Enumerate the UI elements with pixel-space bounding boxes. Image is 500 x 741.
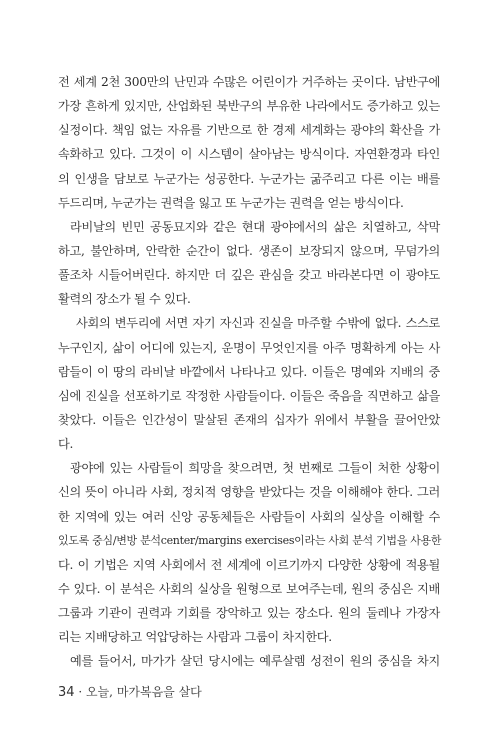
text-line: 의 인생을 담보로 누군가는 성공한다. 누군가는 굶주리고 다른 이는 배를	[58, 171, 440, 186]
text-line: 두드리며, 누군가는 권력을 잃고 또 누군가는 권력을 얻는 방식이다.	[58, 195, 404, 210]
text-line: 수 있다. 이 분석은 사회의 실상을 원형으로 보여주는데, 원의 중심은 지배	[58, 581, 440, 596]
footer-separator: ·	[74, 685, 86, 699]
text-line: 전 세계 2천 300만의 난민과 수많은 어린이가 거주하는 곳이다. 남반구에	[58, 75, 440, 89]
text-line: 광야에 있는 사람들이 희망을 찾으려면, 첫 번째로 그들이 처한 상황이	[70, 461, 440, 476]
text-line: 람들이 이 땅의 라비날 바깥에서 나타나고 있다. 이들은 명예와 지배의 중	[58, 364, 440, 379]
text-line: 신의 뜻이 아니라 사회, 정치적 영향을 받았다는 것을 이해해야 한다. 그러	[58, 485, 440, 500]
text-line: 사회의 변두리에 서면 자기 자신과 진실을 마주할 수밖에 없다. 스스로	[76, 316, 440, 331]
text-line: 하고, 불안하며, 안락한 순간이 없다. 생존이 보장되지 않으며, 무덤가의	[58, 243, 440, 258]
text-line: 활력의 장소가 될 수 있다.	[58, 292, 191, 307]
text-line: 있도록 중심/변방 분석center/margins exercises이라는 사회 분석 기법을 사용한	[58, 533, 442, 547]
text-line: 예를 들어서, 마가가 살던 당시에는 예루살렘 성전이 원의 중심을 차지	[70, 654, 440, 669]
text-line: 찾았다. 이들은 인간성이 말살된 존재의 십자가 위에서 부활을 끌어안았	[58, 412, 440, 427]
page-number: 34	[58, 685, 75, 700]
text-line: 리는 지배당하고 억압당하는 사람과 그룹이 차지한다.	[58, 630, 332, 645]
text-line: 라비날의 빈민 공동묘지와 같은 현대 광야에서의 삶은 치열하고, 삭막	[70, 219, 440, 234]
text-line: 그룹과 기관이 권력과 기회를 장악하고 있는 장소다. 원의 둘레나 가장자	[58, 606, 440, 621]
text-line: 다. 이 기법은 지역 사회에서 전 세계에 이르기까지 다양한 상황에 적용될	[58, 557, 440, 572]
text-line: 심에 진실을 선포하기로 작정한 사람들이다. 이들은 죽음을 직면하고 삶을	[58, 388, 440, 403]
running-title: 오늘, 마가복음을 살다	[86, 685, 202, 699]
text-line: 풀조차 시들어버린다. 하지만 더 깊은 관심을 갖고 바라본다면 이 광야도	[58, 268, 440, 283]
text-line: 실정이다. 책임 없는 자유를 기반으로 한 경제 세계화는 광야의 확산을 가	[58, 123, 440, 138]
text-line: 속화하고 있다. 그것이 이 시스템이 살아남는 방식이다. 자연환경과 타인	[58, 147, 440, 162]
text-line: 누구인지, 삶이 어디에 있는지, 운명이 무엇인지를 아주 명확하게 아는 사	[58, 340, 440, 355]
text-line: 한 지역에 있는 여러 신앙 공동체들은 사람들이 사회의 실상을 이해할 수	[58, 509, 440, 524]
page-footer	[58, 683, 202, 700]
text-line: 가장 흔하게 있지만, 산업화된 북반구의 부유한 나라에서도 증가하고 있는	[58, 99, 440, 114]
body-text	[58, 70, 440, 674]
text-line: 다.	[58, 437, 74, 452]
